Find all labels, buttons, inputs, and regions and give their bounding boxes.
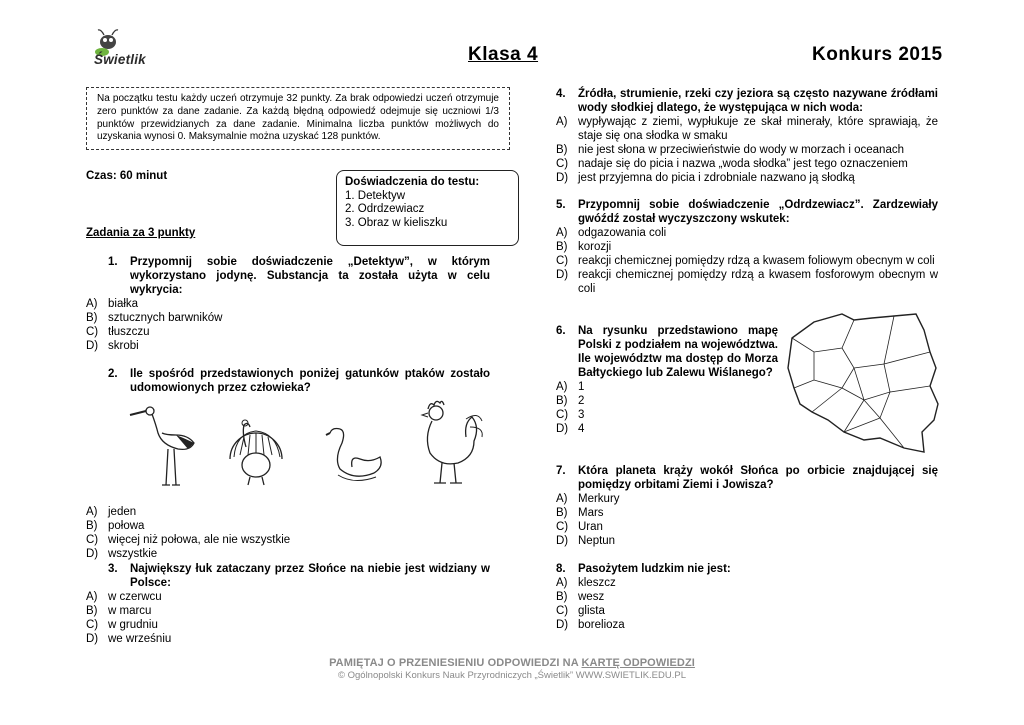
question-stem: Pasożytem ludzkim nie jest: xyxy=(578,563,731,575)
answer-option[interactable]: C) Uran xyxy=(556,521,603,533)
answer-option[interactable]: B) sztucznych barwników xyxy=(86,312,223,324)
question-text xyxy=(556,87,938,115)
answer-option[interactable]: C) w grudniu xyxy=(86,619,158,631)
question-text xyxy=(108,562,490,590)
experiments-box xyxy=(336,170,519,246)
poland-map-image xyxy=(784,308,944,458)
section-title: Zadania za 3 punkty xyxy=(86,227,196,239)
question-number: 6. xyxy=(556,325,566,337)
question-6 xyxy=(556,324,778,436)
answer-sheet-link[interactable]: KARTĘ ODPOWIEDZI xyxy=(581,657,695,669)
answer-option[interactable]: B) połowa xyxy=(86,520,145,532)
answer-option[interactable]: A) wypływając z ziemi, wypłukuje ze skał minerały, które sprawiają, że staje się ona słodka w smaku xyxy=(556,116,938,142)
answer-option[interactable]: D) Neptun xyxy=(556,535,616,547)
answer-option[interactable]: C) glista xyxy=(556,605,605,617)
swan-image xyxy=(324,423,386,487)
question-stem: Przypomnij sobie doświadczenie „Odrdzewiacz”. Zardzewiały gwóźdź został wyczyszczony wskutek: xyxy=(578,199,938,225)
question-8 xyxy=(556,562,938,632)
answer-option[interactable]: D) skrobi xyxy=(86,340,139,352)
question-2 xyxy=(86,367,490,561)
question-number: 4. xyxy=(556,88,566,100)
answer-option[interactable]: A) 1 xyxy=(556,381,585,393)
answer-option[interactable]: B) wesz xyxy=(556,591,605,603)
footer-copyright: © Ogólnopolski Konkurs Nauk Przyrodniczych „Świetlik” WWW.SWIETLIK.EDU.PL xyxy=(337,670,687,681)
question-4 xyxy=(556,87,938,185)
experiment-item: 3. Obraz w kieliszku xyxy=(345,216,448,229)
question-number: 7. xyxy=(556,465,566,477)
answer-option[interactable]: C) tłuszczu xyxy=(86,326,150,338)
question-number: 2. xyxy=(108,368,118,380)
answer-option[interactable]: B) 2 xyxy=(556,395,585,407)
question-number: 3. xyxy=(108,563,118,575)
question-stem: Przypomnij sobie doświadczenie „Detektyw”, w którym wykorzystano jodynę. Substancja ta została użyta w celu wykrycia: xyxy=(130,256,490,296)
answer-option[interactable]: B) nie jest słona w przeciwieństwie do wody w morzach i oceanach xyxy=(556,144,904,156)
experiments-title: Doświadczenia do testu: xyxy=(345,176,480,188)
answer-option[interactable]: A) Merkury xyxy=(556,493,620,505)
answer-option[interactable]: A) jeden xyxy=(86,506,137,518)
answer-option[interactable]: B) korozji xyxy=(556,241,612,253)
question-stem: Ile spośród przedstawionych poniżej gatunków ptaków zostało udomowionych przez człowieka? xyxy=(130,368,490,394)
question-7 xyxy=(556,464,938,548)
stork-image xyxy=(128,405,198,487)
question-number: 5. xyxy=(556,199,566,211)
answer-option[interactable]: A) białka xyxy=(86,298,139,310)
footer xyxy=(0,657,1024,681)
rooster-image xyxy=(414,397,486,487)
experiment-item: 1. Detektyw xyxy=(345,189,406,202)
question-text xyxy=(108,255,490,297)
question-3 xyxy=(86,562,490,646)
logo-text: Świetlik xyxy=(94,52,146,67)
turkey-image xyxy=(226,411,288,487)
question-text xyxy=(108,367,490,395)
question-stem: Na rysunku przedstawiono mapę Polski z podziałem na województwa. Ile województw ma dostęp do Morza Bałtyckiego lub Zalewu Wiślanego? xyxy=(578,325,778,379)
answer-option[interactable]: A) kleszcz xyxy=(556,577,616,589)
answer-option[interactable]: C) reakcji chemicznej pomiędzy rdzą a kwasem foliowym obecnym w coli xyxy=(556,255,935,267)
time-limit: Czas: 60 minut xyxy=(86,170,168,182)
intro-rules-box: Na początku testu każdy uczeń otrzymuje 32 punkty. Za brak odpowiedzi uczeń otrzymuje zero punktów za dane zadanie. Za każdą błędną odpowiedź odejmuje się uczniowi 1/3 punktów przewidzianych za dane zadanie. Minimalna liczba punktów możliwych do uzyskania wynosi 0. Maksymalnie można uzyskać 128 punktów. xyxy=(86,87,510,150)
answer-option[interactable]: D) we wrześniu xyxy=(86,633,172,645)
question-text xyxy=(556,198,938,226)
contest-title: Konkurs 2015 xyxy=(812,44,943,65)
question-text xyxy=(556,464,938,492)
answer-option[interactable]: C) 3 xyxy=(556,409,585,421)
answer-option[interactable]: A) odgazowania coli xyxy=(556,227,667,239)
answer-option[interactable]: C) więcej niż połowa, ale nie wszystkie xyxy=(86,534,291,546)
footer-reminder: PAMIĘTAJ O PRZENIESIENIU ODPOWIEDZI NA KARTĘ ODPOWIEDZI xyxy=(329,657,695,669)
question-text xyxy=(556,562,938,576)
question-stem: Największy łuk zataczany przez Słońce na niebie jest widziany w Polsce: xyxy=(130,563,490,589)
question-number: 8. xyxy=(556,563,566,575)
answer-option[interactable]: D) borelioza xyxy=(556,619,625,631)
answer-option[interactable]: D) 4 xyxy=(556,423,585,435)
answer-option[interactable]: A) w czerwcu xyxy=(86,591,162,603)
question-1 xyxy=(86,255,490,353)
question-number: 1. xyxy=(108,256,118,268)
answer-option[interactable]: B) w marcu xyxy=(86,605,152,617)
experiment-item: 2. Odrdzewiacz xyxy=(345,203,425,215)
question-5 xyxy=(556,198,938,296)
bird-images xyxy=(108,395,490,491)
question-text xyxy=(556,324,778,380)
logo xyxy=(86,30,176,78)
class-title: Klasa 4 xyxy=(468,44,539,65)
answer-option[interactable]: D) wszystkie xyxy=(86,548,158,560)
answer-option[interactable]: B) Mars xyxy=(556,507,604,519)
question-stem: Źródła, strumienie, rzeki czy jeziora są często nazywane źródłami wody słodkiej dlatego, że występująca w nich woda: xyxy=(578,88,938,114)
question-stem: Która planeta krąży wokół Słońca po orbicie znajdującej się pomiędzy orbitami Ziemi i Jowisza? xyxy=(578,465,938,491)
answer-option[interactable]: C) nadaje się do picia i nazwa „woda słodka” jest tego oznaczeniem xyxy=(556,158,908,170)
answer-option[interactable]: D) reakcji chemicznej pomiędzy rdzą a kwasem fosforowym obecnym w coli xyxy=(556,269,938,295)
answer-option[interactable]: D) jest przyjemna do picia i zdrobniale nazwano ją słodką xyxy=(556,172,855,184)
